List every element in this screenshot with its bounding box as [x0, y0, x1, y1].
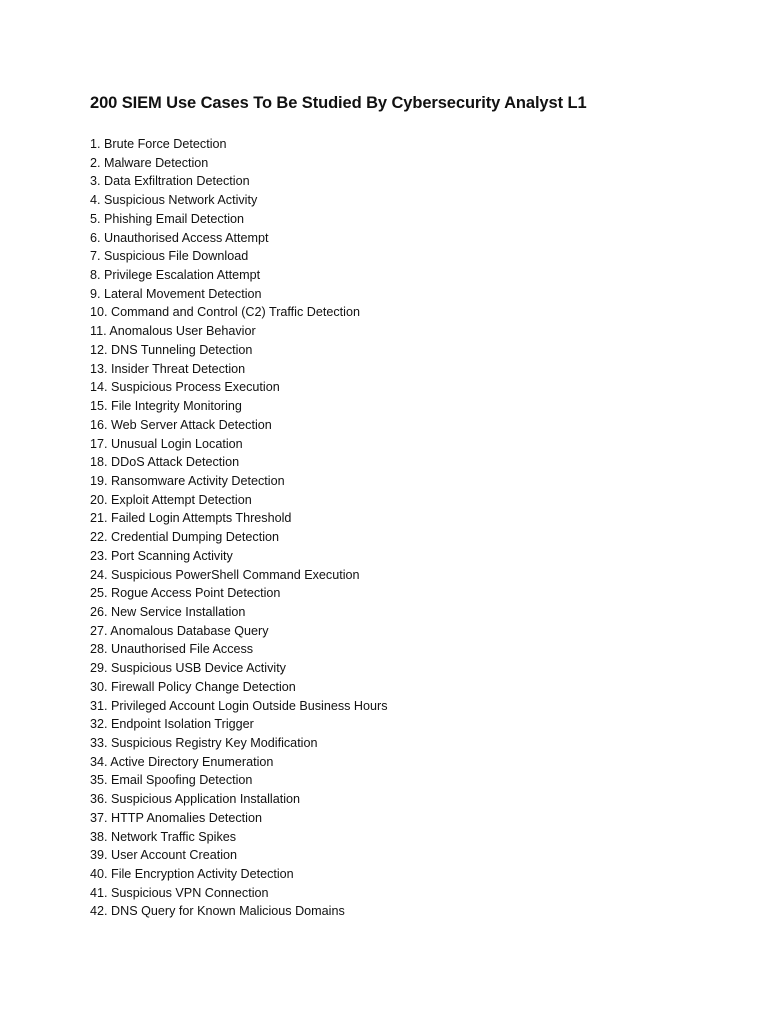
list-item: 1. Brute Force Detection [90, 137, 227, 151]
list-item: 14. Suspicious Process Execution [90, 380, 280, 395]
use-case-list [90, 135, 388, 921]
list-item: 40. File Encryption Activity Detection [90, 867, 294, 882]
list-item: 42. DNS Query for Known Malicious Domains [90, 904, 345, 919]
list-item: 30. Firewall Policy Change Detection [90, 679, 296, 694]
list-item: 7. Suspicious File Download [90, 249, 249, 264]
list-item: 19. Ransomware Activity Detection [90, 473, 285, 488]
list-item: 9. Lateral Movement Detection [90, 286, 262, 301]
list-item: 28. Unauthorised File Access [90, 642, 254, 657]
list-item: 13. Insider Threat Detection [90, 361, 246, 376]
list-item: 21. Failed Login Attempts Threshold [90, 511, 292, 526]
list-item: 8. Privilege Escalation Attempt [90, 268, 261, 283]
list-item: 25. Rogue Access Point Detection [90, 586, 281, 601]
list-item: 23. Port Scanning Activity [90, 548, 233, 563]
list-item: 35. Email Spoofing Detection [90, 773, 253, 788]
list-item: 11. Anomalous User Behavior [90, 324, 256, 339]
list-item: 32. Endpoint Isolation Trigger [90, 717, 254, 732]
list-item: 20. Exploit Attempt Detection [90, 492, 252, 507]
list-item: 2. Malware Detection [90, 155, 209, 170]
list-item: 17. Unusual Login Location [90, 436, 243, 451]
list-item: 4. Suspicious Network Activity [90, 193, 258, 208]
list-item: 29. Suspicious USB Device Activity [90, 661, 286, 676]
list-item: 16. Web Server Attack Detection [90, 417, 272, 432]
list-item: 15. File Integrity Monitoring [90, 399, 242, 414]
list-item: 31. Privileged Account Login Outside Business Hours [90, 698, 388, 713]
list-item: 5. Phishing Email Detection [90, 211, 245, 226]
list-item: 34. Active Directory Enumeration [90, 754, 274, 769]
list-item: 36. Suspicious Application Installation [90, 792, 301, 807]
list-item: 12. DNS Tunneling Detection [90, 342, 253, 357]
list-item: 10. Command and Control (C2) Traffic Detection [90, 305, 360, 320]
document-title: 200 SIEM Use Cases To Be Studied By Cybersecurity Analyst L1 [90, 94, 587, 112]
list-item: 41. Suspicious VPN Connection [90, 885, 269, 900]
list-item: 24. Suspicious PowerShell Command Execution [90, 567, 360, 582]
list-item: 3. Data Exfiltration Detection [90, 174, 250, 189]
list-item: 18. DDoS Attack Detection [90, 455, 240, 470]
list-item: 38. Network Traffic Spikes [90, 829, 237, 844]
list-item: 26. New Service Installation [90, 604, 246, 619]
list-item: 6. Unauthorised Access Attempt [90, 230, 269, 245]
list-item: 39. User Account Creation [90, 848, 238, 863]
list-item: 37. HTTP Anomalies Detection [90, 810, 262, 825]
list-item: 22. Credential Dumping Detection [90, 530, 280, 545]
list-item: 33. Suspicious Registry Key Modification [90, 736, 318, 750]
list-item: 27. Anomalous Database Query [90, 623, 269, 638]
